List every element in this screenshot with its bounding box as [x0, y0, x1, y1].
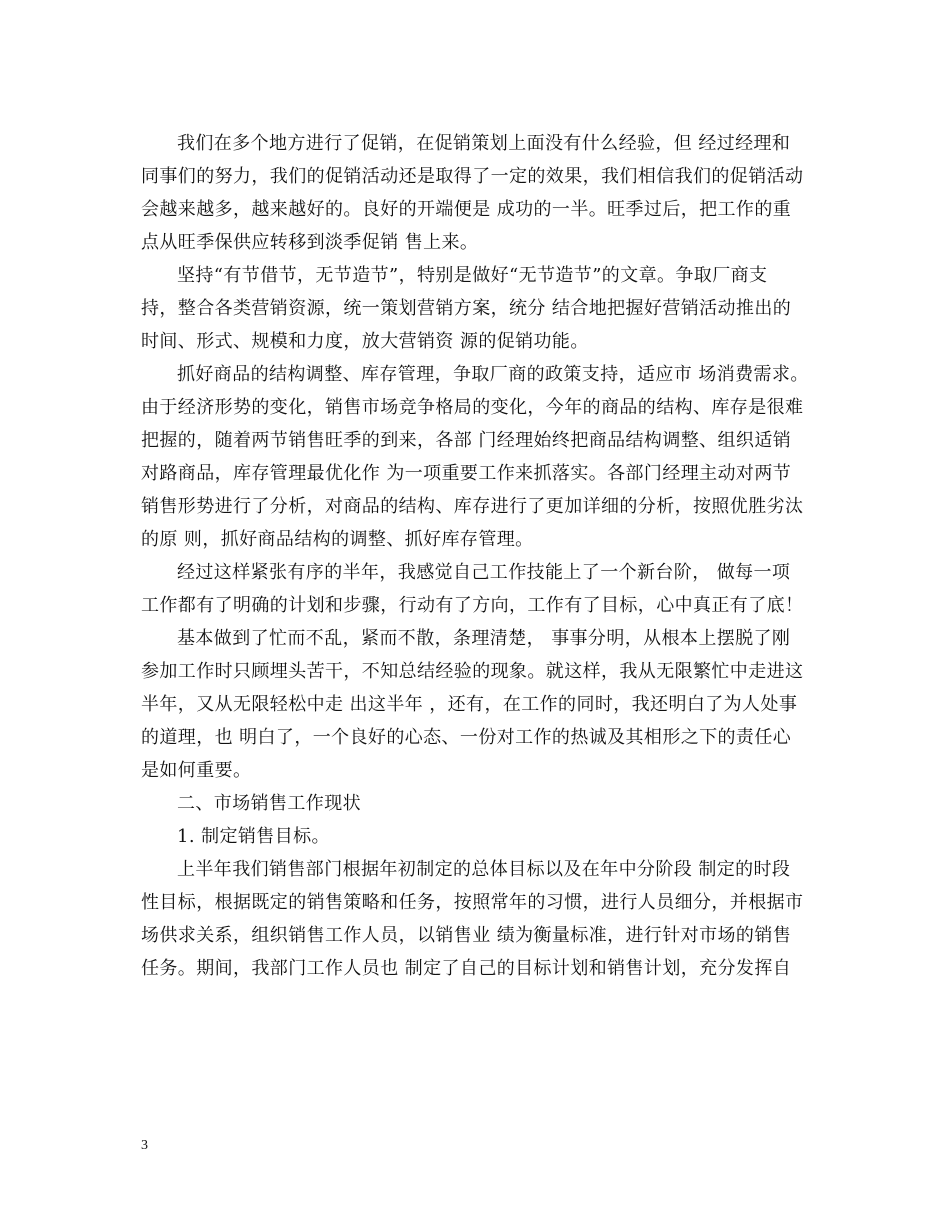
text-line: 销售形势进行了分析，对商品的结构、库存进行了更加详细的分析，按照优胜劣汰: [141, 496, 804, 517]
text-line: 是如何重要。: [141, 760, 252, 781]
section-heading: 二、市场销售工作现状: [177, 793, 361, 814]
page-number: 3: [141, 1138, 148, 1153]
text-line: 场供求关系，组织销售工作人员，以销售业 绩为衡量标准，进行针对市场的销售: [141, 925, 792, 946]
text-line: 持，整合各类营销资源，统一策划营销方案，统分 结合地把握好营销活动推出的: [141, 298, 792, 319]
text-line: 任务。期间，我部门工作人员也 制定了自己的目标计划和销售计划，充分发挥自: [141, 958, 792, 979]
text-line: 抓好商品的结构调整、库存管理，争取厂商的政策支持，适应市 场消费需求。: [177, 364, 809, 385]
text-line: 点从旺季保供应转移到淡季促销 售上来。: [141, 232, 479, 253]
text-line: 对路商品，库存管理最优化作 为一项重要工作来抓落实。各部门经理主动对两节: [141, 463, 792, 484]
text-line: 时间、形式、规模和力度，放大营销资 源的促销功能。: [141, 331, 589, 352]
text-line: 同事们的努力，我们的促销活动还是取得了一定的效果，我们相信我们的促销活动: [141, 166, 804, 187]
text-line: 的道理，也 明白了，一个良好的心态、一份对工作的热诚及其相形之下的责任心: [141, 727, 792, 748]
text-line: 由于经济形势的变化，销售市场竞争格局的变化，今年的商品的结构、库存是很难: [141, 397, 804, 418]
text-line: 工作都有了明确的计划和步骤，行动有了方向，工作有了目标，心中真正有了底！: [141, 595, 804, 616]
text-line: 参加工作时只顾埋头苦干，不知总结经验的现象。就这样，我从无限繁忙中走进这: [141, 661, 804, 682]
subsection-heading: 1. 制定销售目标。: [177, 826, 330, 847]
text-line: 会越来越多，越来越好的。良好的开端便是 成功的一半。旺季过后，把工作的重: [141, 199, 792, 220]
text-line: 基本做到了忙而不乱，紧而不散，条理清楚， 事事分明，从根本上摆脱了刚: [177, 628, 791, 649]
text-line: 经过这样紧张有序的半年，我感觉自己工作技能上了一个新台阶， 做每一项: [177, 562, 791, 583]
document-body: [141, 127, 813, 985]
text-line: 的原 则，抓好商品结构的调整、抓好库存管理。: [141, 529, 534, 550]
text-line: 上半年我们销售部门根据年初制定的总体目标以及在年中分阶段 制定的时段: [177, 859, 791, 880]
text-line: 坚持“有节借节，无节造节”，特别是做好“无节造节”的文章。争取厂商支: [177, 265, 768, 286]
text-line: 把握的，随着两节销售旺季的到来，各部 门经理始终把商品结构调整、组织适销: [141, 430, 792, 451]
text-line: 我们在多个地方进行了促销，在促销策划上面没有什么经验，但 经过经理和: [177, 133, 791, 154]
text-line: 半年，又从无限轻松中走 出这半年 ，还有，在工作的同时，我还明白了为人处事: [141, 694, 798, 715]
text-line: 性目标，根据既定的销售策略和任务，按照常年的习惯，进行人员细分，并根据市: [141, 892, 804, 913]
